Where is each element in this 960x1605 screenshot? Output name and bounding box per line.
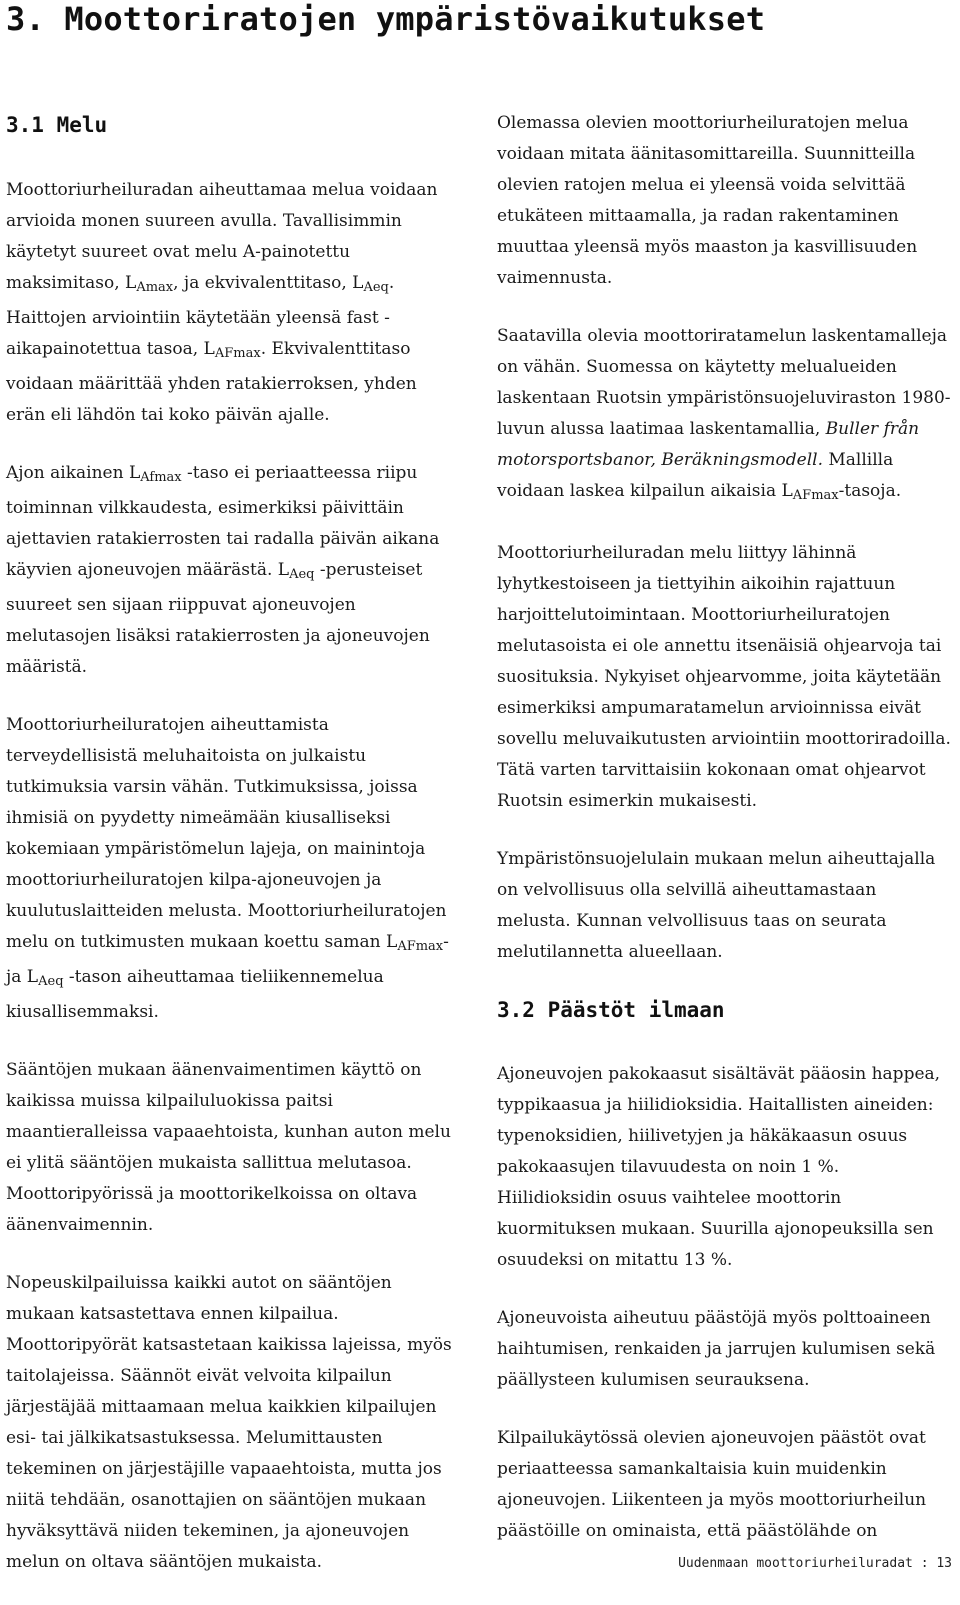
paragraph-kilpailukaytto: Kilpailukäytössä olevien ajoneuvojen päästöt ovat periaatteessa samankaltaisia kuin muidenkin ajoneuvojen. Liikenteen ja myös moottoriurheilun päästöille on ominaista, että päästölähde on xyxy=(497,1428,927,1541)
section-heading-melu: 3.1 Melu xyxy=(6,113,108,137)
paragraph-ohjearvot: Moottoriurheiluradan melu liittyy lähinnä lyhytkestoiseen ja tiettyihin aikoihin rajattuun harjoittelutoimintaan. Moottoriurheiluratojen melutasoista ei ole annettu itsenäisiä ohjearvoja tai suosituksia. Nykyiset ohjearvomme, joita käytetään esimerkiksi ampumaratamelun arvioinnissa eivät sovellu meluvaikutusten arviointiin moottoriradoilla. Tätä varten tarvittaisiin kokonaan omat ohjearvot Ruotsin esimerkin mukaisesti. xyxy=(497,543,951,811)
section-heading-paastot: 3.2 Päästöt ilmaan xyxy=(497,998,725,1022)
paragraph-pakokaasut: Ajoneuvojen pakokaasut sisältävät pääosin happea, typpikaasua ja hiilidioksidia. Haitallisten aineiden: typenoksidien, hiilivetyjen ja häkäkaasun osuus pakokaasujen tilavuudesta on noin 1 %. Hiilidioksidin osuus vaihtelee moottorin kuormituksen mukaan. Suurilla ajonopeuksilla sen osuudeksi on mitattu 13 %. xyxy=(497,1064,941,1270)
paragraph-laskentamallit: Saatavilla olevia moottoriratamelun laskentamalleja on vähän. Suomessa on käytetty melualueiden laskentaan Ruotsin ympäristönsuojeluviraston 1980-luvun alussa laatimaa laskentamallia, Buller från motorsportsbanor, Beräkningsmodell. Mallilla voidaan laskea kilpailun aikaisia $L_{AFmax}$-tasoja. xyxy=(497,326,951,503)
paragraph-mittaus: Olemassa olevien moottoriurheiluratojen melua voidaan mitata äänitasomittareilla. Suunnitteilla olevien ratojen melua ei yleensä voida selvittää etukäteen mittaamalla, ja radan rakentaminen muuttaa yleensä myös maaston ja kasvillisuuden vaimennusta. xyxy=(497,113,918,288)
paragraph-katsastus: Nopeuskilpailuissa kaikki autot on sääntöjen mukaan katsastettava ennen kilpailua. Moottoripyörät katsastetaan kaikissa lajeissa, myös taitolajeissa. Säännöt eivät velvoita kilpailun järjestäjää mittaamaan melua kaikkien kilpailujen esi- tai jälkikatsastuksessa. Melumittausten tekeminen on järjestäjille vapaaehtoista, mutta jos niitä tehdään, osanottajien on sääntöjen mukaan hyväksyttävä niiden tekeminen, ja ajoneuvojen melun on oltava sääntöjen mukaista. xyxy=(6,1273,452,1572)
paragraph-melu-suureet: Moottoriurheiluradan aiheuttamaa melua voidaan arvioida monen suureen avulla. Tavallisimmin käytetyt suureet ovat melu A-painotettu maksimitaso, $L_{Amax}$, ja ekvivalenttitaso, $L_{Aeq}$. Haittojen arviointiin käytetään yleensä fast -aikapainotettua tasoa, $L_{AFmax}$. Ekvivalenttitaso voidaan määrittää yhden ratakierroksen, yhden erän eli lähdön tai koko päivän ajalle. xyxy=(6,180,438,425)
paragraph-ymparistonsuojelulaki: Ympäristönsuojelulain mukaan melun aiheuttajalla on velvollisuus olla selvillä aiheuttamastaan melusta. Kunnan velvollisuus taas on seurata melutilannetta alueellaan. xyxy=(497,849,936,962)
paragraph-haihtuminen: Ajoneuvoista aiheutuu päästöjä myös polttoaineen haihtumisen, renkaiden ja jarrujen kulumisen sekä päällysteen kulumisen seurauksena. xyxy=(497,1308,936,1390)
paragraph-terveyshaitat: Moottoriurheiluratojen aiheuttamista terveydellisistä meluhaitoista on julkaistu tutkimuksia varsin vähän. Tutkimuksissa, joissa ihmisiä on pyydetty nimeämään kiusalliseksi kokemiaan ympäristömelun lajeja, on mainintoja moottoriurheiluratojen kilpa-ajoneuvojen ja kuulutuslaitteiden melusta. Moottoriurheiluratojen melu on tutkimusten mukaan koettu saman $L_{AFmax}-$ ja $L_{Aeq}$ -tason aiheuttamaa tieliikennemelua kiusallisemmaksi. xyxy=(6,715,449,1022)
page-title: 3. Moottoriratojen ympäristövaikutukset xyxy=(6,0,766,38)
page-footer: Uudenmaan moottoriurheiluradat : 13 xyxy=(678,1556,952,1571)
right-column xyxy=(497,108,955,1574)
paragraph-ajon-aikainen: Ajon aikainen $L_{Afmax}$ -taso ei periaatteessa riipu toiminnan vilkkaudesta, esimerkiksi päivittäin ajettavien ratakierrosten tai radalla päivän aikana käyvien ajoneuvojen määrästä. $L_{Aeq}$ -perusteiset suureet sen sijaan riippuvat ajoneuvojen melutasojen lisäksi ratakierrosten ja ajoneuvojen määristä. xyxy=(6,463,440,677)
left-column xyxy=(6,110,461,1605)
paragraph-aanenvaimennin: Sääntöjen mukaan äänenvaimentimen käyttö on kaikissa muissa kilpailuluokissa paitsi maantieralleissa vapaaehtoista, kunhan auton melu ei ylitä sääntöjen mukaista sallittua melutasoa. Moottoripyörissä ja moottorikelkoissa on oltava äänenvaimennin. xyxy=(6,1060,451,1235)
